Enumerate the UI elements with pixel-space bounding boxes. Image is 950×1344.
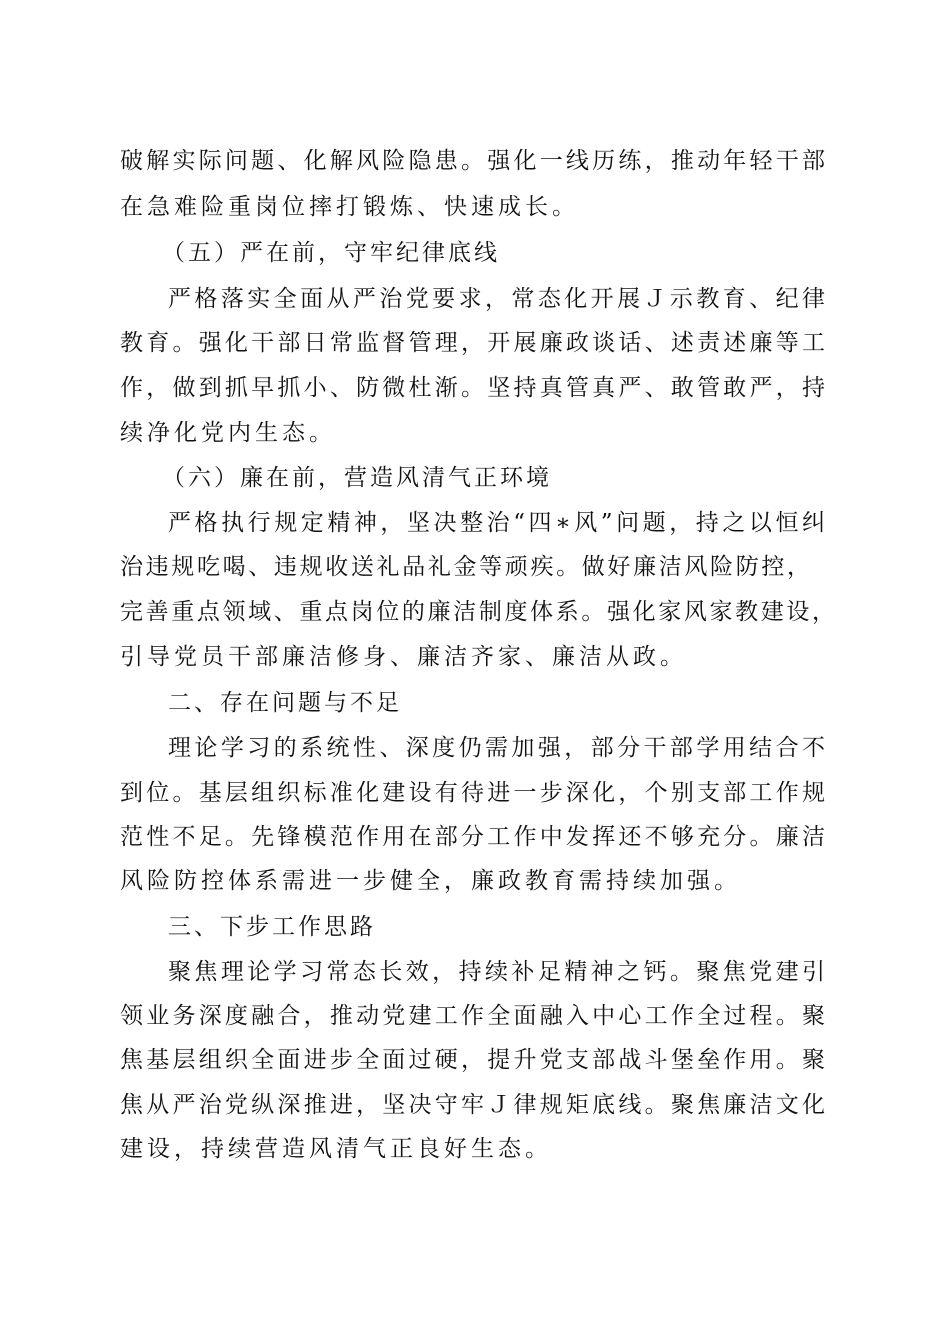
paragraph-line: 作，做到抓早抓小、防微杜渐。坚持真管真严、敢管敢严，持: [120, 375, 825, 401]
paragraph-line: 破解实际问题、化解风险隐患。强化一线历练，推动年轻干部: [120, 148, 825, 174]
paragraph-line: 严格落实全面从严治党要求，常态化开展Ｊ示教育、纪律: [168, 286, 825, 312]
paragraph-line: 焦从严治党纵深推进，坚决守牢Ｊ律规矩底线。聚焦廉洁文化: [120, 1092, 825, 1118]
chapter-heading: 三、下步工作思路: [168, 914, 376, 940]
section-heading: （六）廉在前，营造风清气正环境: [162, 465, 552, 491]
chapter-heading: 二、存在问题与不足: [168, 690, 402, 716]
paragraph-line: 风险防控体系需进一步健全，廉政教育需持续加强。: [120, 868, 741, 894]
paragraph-line: 治违规吃喝、违规收送礼品礼金等顽疾。做好廉洁风险防控，: [120, 554, 810, 580]
paragraph-line: 焦基层组织全面进步全面过硬，提升党支部战斗堡垒作用。聚: [120, 1047, 825, 1073]
paragraph-line: 建设，持续营造风清气正良好生态。: [120, 1136, 552, 1162]
paragraph-line: 严格执行规定精神，坚决整治“四∗风”问题，持之以恒纠: [168, 510, 825, 536]
paragraph-line: 续净化党内生态。: [120, 420, 336, 446]
paragraph-line: 引导党员干部廉洁修身、廉洁齐家、廉洁从政。: [120, 644, 687, 670]
paragraph-line: 在急难险重岗位摔打锻炼、快速成长。: [120, 194, 579, 220]
paragraph-line: 完善重点领域、重点岗位的廉洁制度体系。强化家风家教建设，: [120, 599, 835, 625]
paragraph-line: 理论学习的系统性、深度仍需加强，部分干部学用结合不: [168, 735, 825, 761]
paragraph-line: 领业务深度融合，推动党建工作全面融入中心工作全过程。聚: [120, 1003, 825, 1029]
paragraph-line: 教育。强化干部日常监督管理，开展廉政谈话、述责述廉等工: [120, 330, 825, 356]
paragraph-line: 范性不足。先锋模范作用在部分工作中发挥还不够充分。廉洁: [120, 824, 825, 850]
section-heading: （五）严在前，守牢纪律底线: [162, 240, 500, 266]
paragraph-line: 聚焦理论学习常态长效，持续补足精神之钙。聚焦党建引: [168, 959, 825, 985]
paragraph-line: 到位。基层组织标准化建设有待进一步深化，个别支部工作规: [120, 780, 825, 806]
